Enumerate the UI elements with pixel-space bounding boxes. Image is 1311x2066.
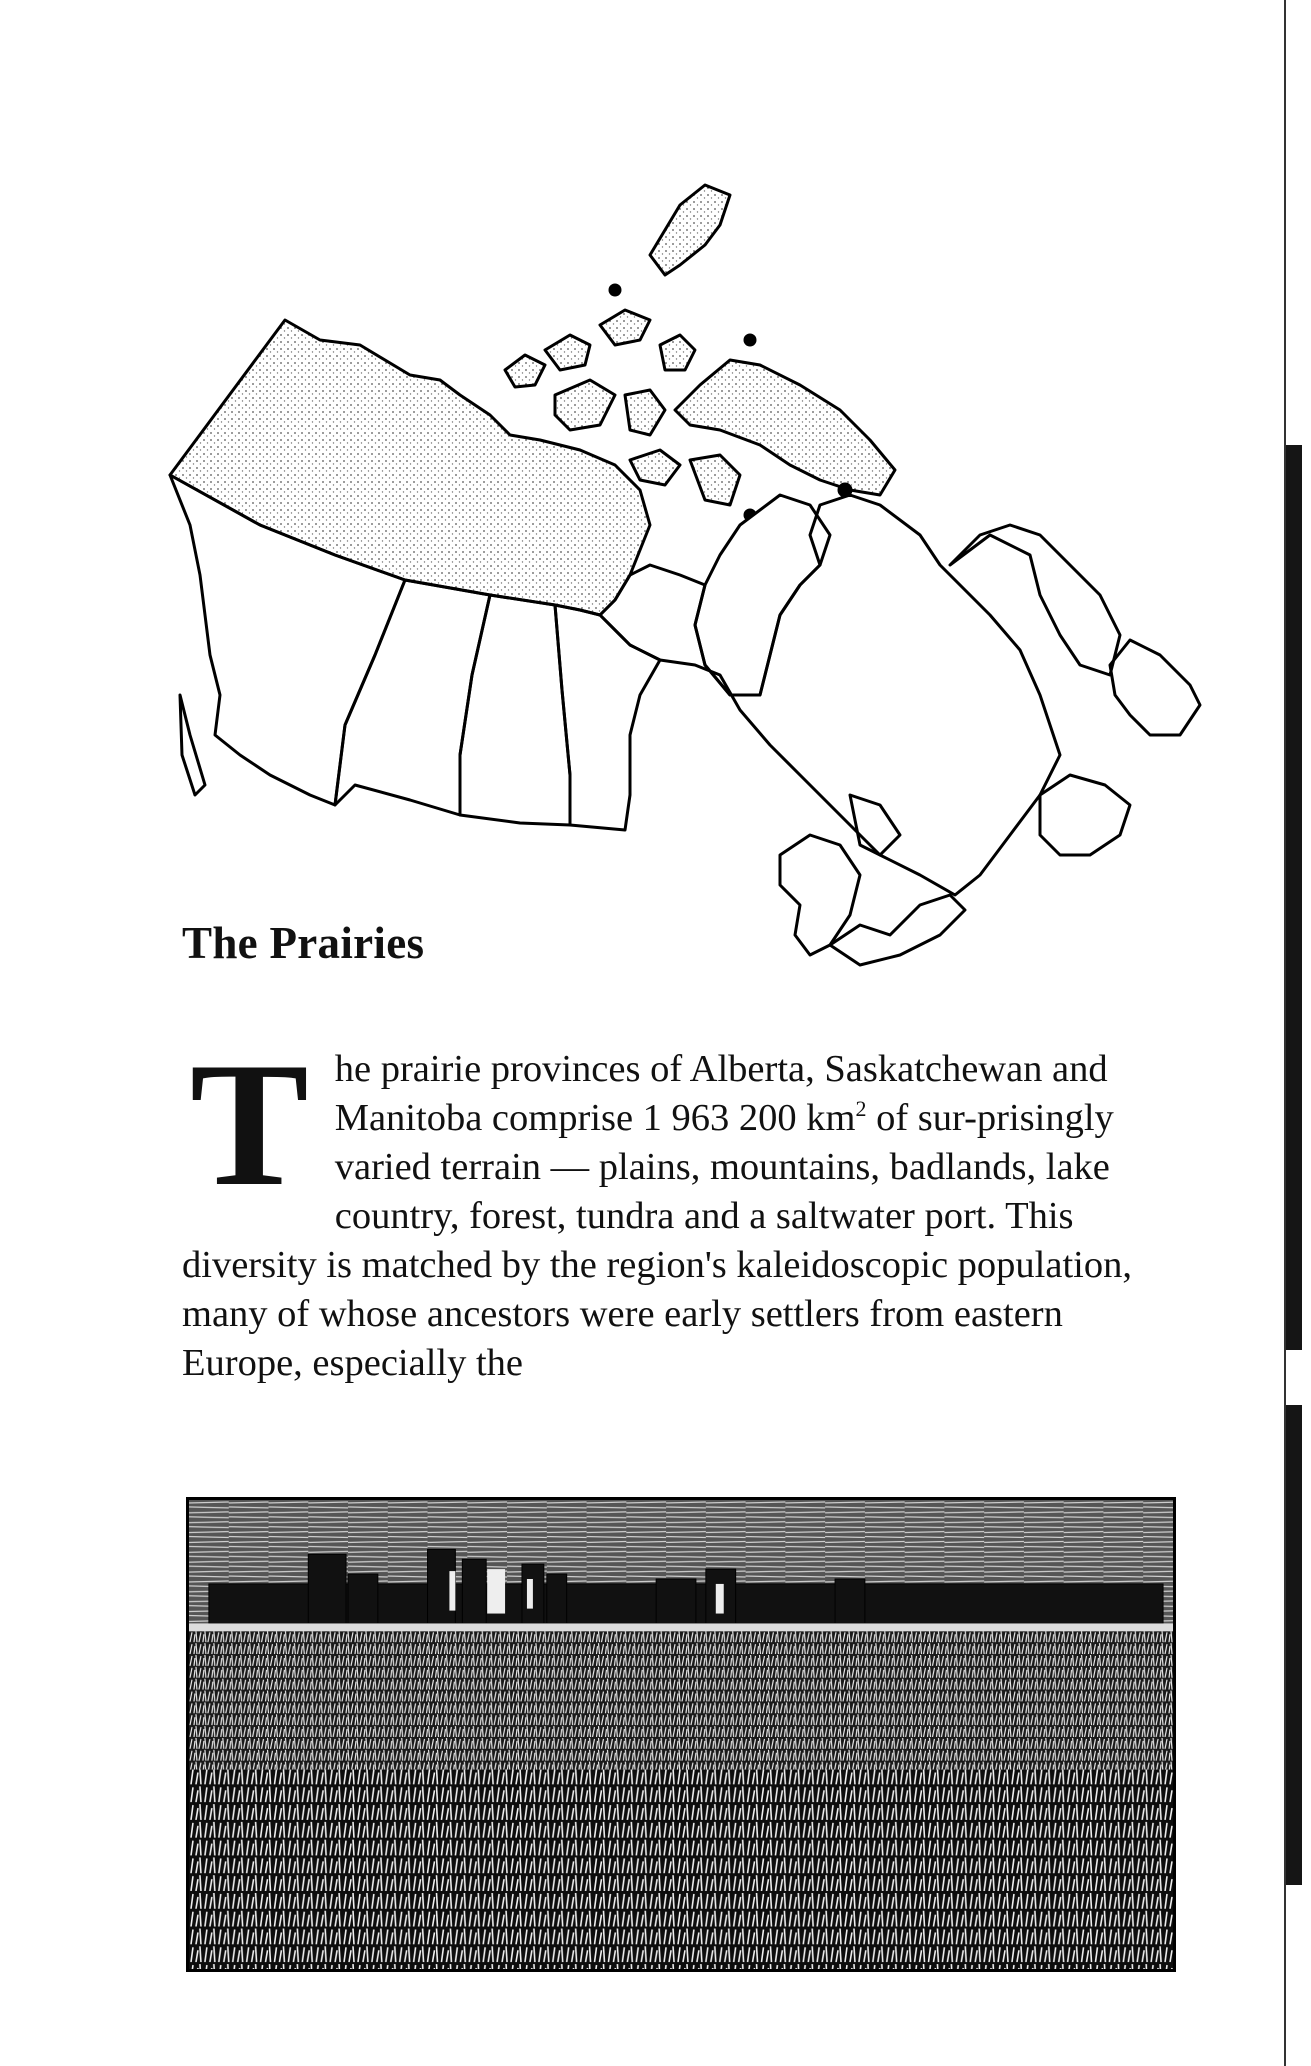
hudson-bay (695, 495, 830, 695)
canada-map-svg (160, 95, 1220, 975)
section-heading: The Prairies (182, 918, 425, 968)
saskatchewan (460, 595, 570, 825)
prairie-photo-svg (189, 1500, 1173, 1969)
body-text-part-2: of sur-prisingly varied terrain — plains, mountains, badlands, lake country, forest, tundra and a saltwater port. This diversity is matched by the region's kaleidoscopic population, many of whose ancestors were early settlers from eastern Europe, especially the (182, 1097, 1132, 1384)
prairie-photo (186, 1497, 1176, 1972)
maritimes (1040, 775, 1130, 855)
page-binding-edge (1282, 0, 1311, 2066)
alberta (335, 580, 490, 815)
ontario-quebec (600, 495, 1060, 895)
body-paragraph (182, 1025, 1167, 1388)
great-lakes (780, 835, 860, 955)
ellesmere-island (650, 185, 730, 275)
manitoba (555, 605, 660, 830)
body-text-part-1: he prairie provinces of Alberta, Saskatchewan and Manitoba comprise 1 963 200 km (334, 1048, 1108, 1139)
drop-cap: T (190, 1025, 309, 1223)
superscript-2: 2 (855, 1096, 867, 1122)
canada-map-figure (160, 95, 1220, 975)
newfoundland (1110, 640, 1200, 735)
